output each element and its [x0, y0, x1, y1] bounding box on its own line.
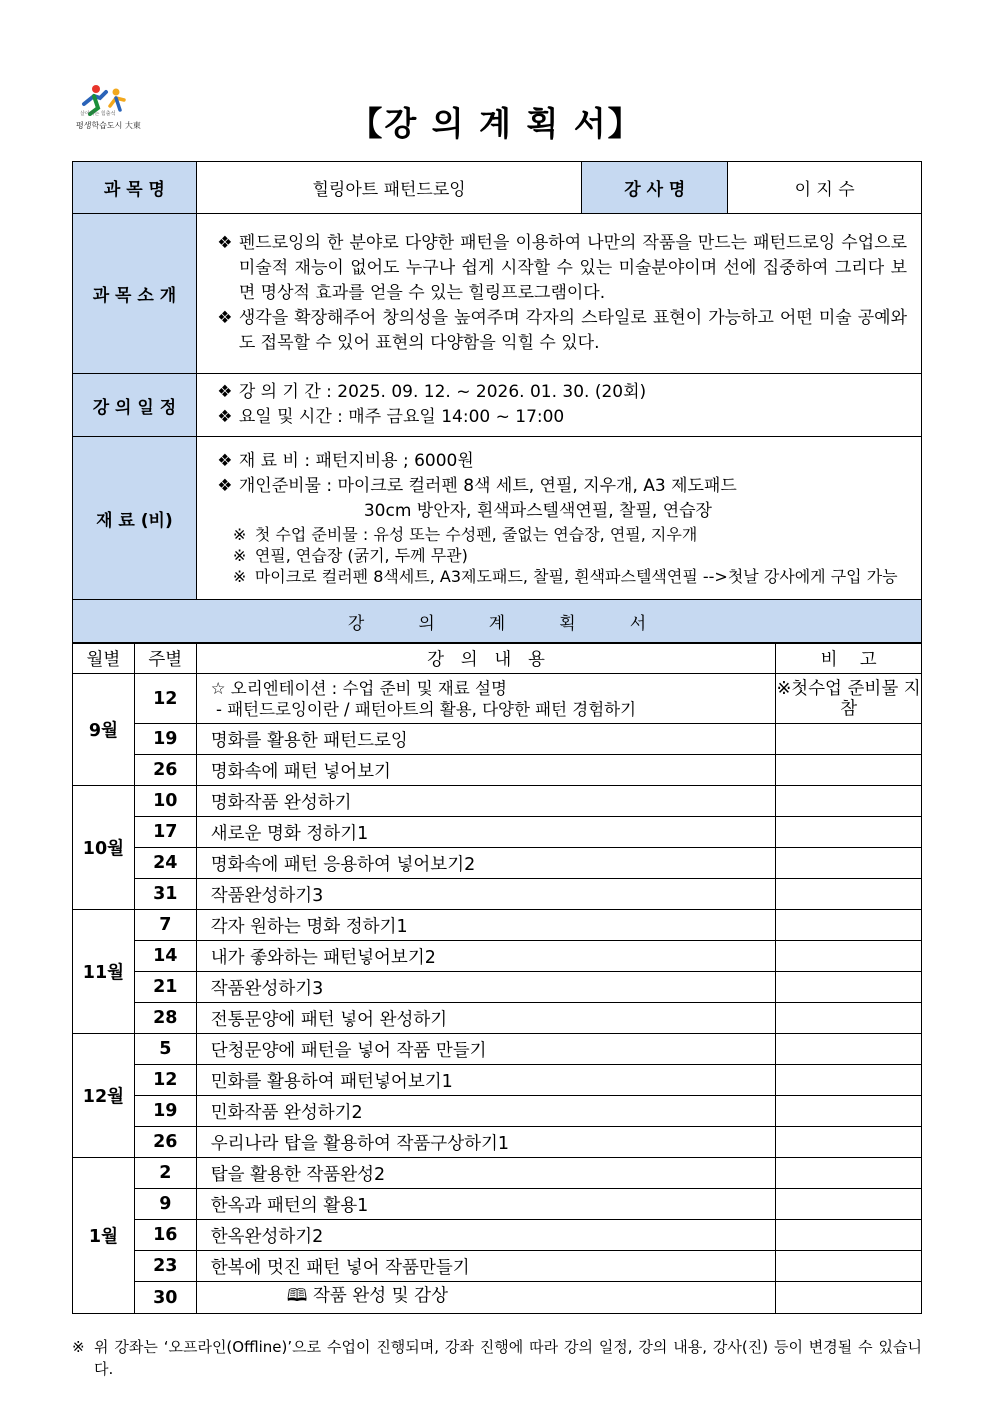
content-cell — [196, 1220, 776, 1251]
content-line: 내가 좋와하는 패턴넣어보기2 — [210, 947, 436, 968]
remark-cell — [776, 755, 922, 786]
remark-cell — [776, 848, 922, 879]
month-cell: 12월 — [73, 1034, 135, 1158]
subject-value: 힐링아트 패턴드로잉 — [196, 162, 582, 214]
col-content-header: 강 의 내 용 — [196, 643, 776, 674]
remark-cell — [776, 1251, 922, 1282]
plan-header: 강 의 계 획 서 — [73, 600, 922, 644]
remark-cell — [776, 1127, 922, 1158]
week-cell: 17 — [134, 817, 196, 848]
table-row — [73, 1003, 922, 1034]
content-line: 한복에 멋진 패턴 넣어 작품만들기 — [210, 1257, 470, 1278]
table-row — [73, 879, 922, 910]
materials-item: ❖ 개인준비물 : 마이크로 컬러펜 8색 세트, 연필, 지우개, A3 제도패드 — [211, 474, 907, 499]
table-row — [73, 674, 922, 724]
month-cell: 11월 — [73, 910, 135, 1034]
week-cell: 19 — [134, 1096, 196, 1127]
content-line: - 패턴드로잉이란 / 패턴아트의 활용, 다양한 패턴 경험하기 — [210, 699, 637, 719]
content-line: 민화를 활용하여 패턴넣어보기1 — [210, 1071, 453, 1092]
bullet-icon: ❖ — [217, 451, 233, 471]
course-info-table — [72, 161, 922, 644]
intro-item: ❖ 펜드로잉의 한 분야로 다양한 패턴을 이용하여 나만의 작품을 만드는 패턴드로잉 수업으로 미술적 재능이 없어도 누구나 쉽게 시작할 수 있는 미술분야이며 선에 집중하여 그리다 보면 명상적 효과를 얻을 수 있는 힐링프로그램이다. — [211, 231, 907, 306]
remark-cell — [776, 1158, 922, 1189]
footer-note — [72, 1336, 922, 1380]
table-row — [73, 972, 922, 1003]
note-icon: ※ — [232, 546, 247, 565]
table-row — [73, 786, 922, 817]
remark-cell — [776, 910, 922, 941]
schedule-item: ❖ 강 의 기 간 : 2025. 09. 12. ~ 2026. 01. 30. (20회) — [211, 380, 907, 405]
week-cell: 24 — [134, 848, 196, 879]
content-line: 단청문양에 패턴을 넣어 작품 만들기 — [210, 1040, 487, 1061]
content-cell — [196, 848, 776, 879]
table-row — [73, 1220, 922, 1251]
intro-label: 과 목 소 개 — [73, 214, 197, 374]
content-line: 민화작품 완성하기2 — [210, 1102, 363, 1123]
content-cell — [196, 1003, 776, 1034]
content-cell — [196, 755, 776, 786]
remark-cell — [776, 972, 922, 1003]
month-cell: 10월 — [73, 786, 135, 910]
remark-cell — [776, 724, 922, 755]
week-cell: 31 — [134, 879, 196, 910]
table-row — [73, 1065, 922, 1096]
schedule-table — [72, 642, 922, 1314]
logo-text: 평생학습도시 大東 — [76, 121, 141, 130]
content-cell — [196, 724, 776, 755]
materials-label: 재 료 (비) — [73, 437, 197, 600]
schedule-label: 강 의 일 정 — [73, 374, 197, 437]
materials-continuation: 30cm 방안자, 흰색파스텔색연필, 찰필, 연습장 — [363, 501, 712, 521]
table-row — [73, 1189, 922, 1220]
schedule-item: ❖ 요일 및 시간 : 매주 금요일 14:00 ~ 17:00 — [211, 405, 907, 430]
table-row — [73, 1251, 922, 1282]
content-line: 전통문양에 패턴 넣어 완성하기 — [210, 1009, 448, 1030]
table-row — [73, 817, 922, 848]
col-remark-header: 비 고 — [776, 643, 922, 674]
intro-content — [196, 214, 921, 374]
week-cell: 26 — [134, 1127, 196, 1158]
content-line: 새로운 명화 정하기1 — [210, 823, 369, 844]
table-row — [73, 1096, 922, 1127]
content-line: 명화속에 패턴 응용하여 넣어보기2 — [210, 854, 476, 875]
table-row — [73, 755, 922, 786]
content-line: 각자 원하는 명화 정하기1 — [210, 916, 408, 937]
footer-text: 위 강좌는 ‘오프라인(Offline)’으로 수업이 진행되며, 강좌 진행에 따라 강의 일정, 강의 내용, 강사(진) 등이 변경될 수 있습니다. — [94, 1338, 922, 1378]
content-line: 우리나라 탑을 활용하여 작품구상하기1 — [210, 1133, 510, 1154]
note-icon: ※ — [232, 567, 247, 586]
week-cell: 10 — [134, 786, 196, 817]
content-cell — [196, 1065, 776, 1096]
week-cell: 21 — [134, 972, 196, 1003]
content-cell — [196, 786, 776, 817]
bullet-icon: ❖ — [217, 233, 233, 253]
content-cell — [196, 910, 776, 941]
logo-subtext: 살아가는 힘출석 — [80, 111, 116, 117]
table-row — [73, 1127, 922, 1158]
content-cell — [196, 941, 776, 972]
remark-cell — [776, 879, 922, 910]
content-cell — [196, 972, 776, 1003]
remark-cell: ※첫수업 준비물 지참 — [776, 674, 922, 724]
schedule-content — [196, 374, 921, 437]
col-week-header: 주별 — [134, 643, 196, 674]
month-cell: 1월 — [73, 1158, 135, 1314]
content-line: 한옥완성하기2 — [210, 1226, 324, 1247]
table-row — [73, 1282, 922, 1314]
remark-cell — [776, 817, 922, 848]
month-cell: 9월 — [73, 674, 135, 786]
content-cell — [196, 1189, 776, 1220]
materials-content — [196, 437, 921, 600]
week-cell: 2 — [134, 1158, 196, 1189]
week-cell: 9 — [134, 1189, 196, 1220]
instructor-label: 강 사 명 — [582, 162, 728, 214]
bullet-icon: ❖ — [217, 308, 233, 328]
week-cell: 5 — [134, 1034, 196, 1065]
col-month-header: 월별 — [73, 643, 135, 674]
intro-item: ❖ 생각을 확장해주어 창의성을 높여주며 각자의 스타일로 표현이 가능하고 어떤 미술 공예와도 접목할 수 있어 표현의 다양함을 익힐 수 있다. — [211, 306, 907, 356]
week-cell: 16 — [134, 1220, 196, 1251]
note-icon: ※ — [72, 1338, 85, 1356]
week-cell: 28 — [134, 1003, 196, 1034]
note-icon: ※ — [232, 525, 247, 544]
table-row — [73, 724, 922, 755]
remark-cell — [776, 1220, 922, 1251]
week-cell: 19 — [134, 724, 196, 755]
week-cell: 26 — [134, 755, 196, 786]
content-cell — [196, 1282, 776, 1314]
remark-cell — [776, 1282, 922, 1314]
week-cell: 12 — [134, 1065, 196, 1096]
content-cell — [196, 1034, 776, 1065]
table-row — [73, 941, 922, 972]
content-cell — [196, 817, 776, 848]
remark-cell — [776, 941, 922, 972]
content-line: 작품완성하기3 — [210, 885, 324, 906]
content-cell — [196, 879, 776, 910]
remark-cell — [776, 1096, 922, 1127]
remark-cell — [776, 786, 922, 817]
content-line: 한옥과 패턴의 활용1 — [210, 1195, 369, 1216]
content-line: 명화속에 패턴 넣어보기 — [210, 761, 391, 782]
content-cell — [196, 1251, 776, 1282]
remark-cell — [776, 1065, 922, 1096]
subject-label: 과 목 명 — [73, 162, 197, 214]
bullet-icon: ❖ — [217, 476, 233, 496]
remark-cell — [776, 1034, 922, 1065]
table-row — [73, 1158, 922, 1189]
table-row — [73, 848, 922, 879]
content-line: 명화를 활용한 패턴드로잉 — [210, 730, 408, 751]
page-title: 【강 의 계 획 서】 — [349, 104, 643, 143]
content-cell — [196, 674, 776, 724]
content-line: 🕮 작품 완성 및 감상 — [286, 1286, 448, 1306]
content-line: ☆ 오리엔테이션 : 수업 준비 및 재료 설명 — [210, 678, 507, 698]
week-cell: 7 — [134, 910, 196, 941]
bullet-icon: ❖ — [217, 382, 233, 402]
content-line: 작품완성하기3 — [210, 978, 324, 999]
week-cell: 14 — [134, 941, 196, 972]
week-cell: 30 — [134, 1282, 196, 1314]
table-row — [73, 1034, 922, 1065]
week-cell: 23 — [134, 1251, 196, 1282]
remark-cell — [776, 1189, 922, 1220]
instructor-value: 이 지 수 — [728, 162, 922, 214]
content-line: 탑을 활용한 작품완성2 — [210, 1164, 386, 1185]
materials-note: ※ 마이크로 컬러펜 8색세트, A3제도패드, 찰필, 흰색파스텔색연필 -->첫날 강사에게 구입 가능 — [232, 567, 898, 586]
remark-cell — [776, 1003, 922, 1034]
content-cell — [196, 1096, 776, 1127]
bullet-icon: ❖ — [217, 407, 233, 427]
content-cell — [196, 1127, 776, 1158]
table-row — [73, 910, 922, 941]
materials-item: ❖ 재 료 비 : 패턴지비용 ; 6000원 — [211, 449, 907, 474]
content-cell — [196, 1158, 776, 1189]
materials-note: ※ 연필, 연습장 (굵기, 두께 무관) — [232, 546, 468, 565]
content-line: 명화작품 완성하기 — [210, 792, 352, 813]
materials-note: ※ 첫 수업 준비물 : 유성 또는 수성펜, 줄없는 연습장, 연필, 지우개 — [232, 525, 698, 544]
week-cell: 12 — [134, 674, 196, 724]
